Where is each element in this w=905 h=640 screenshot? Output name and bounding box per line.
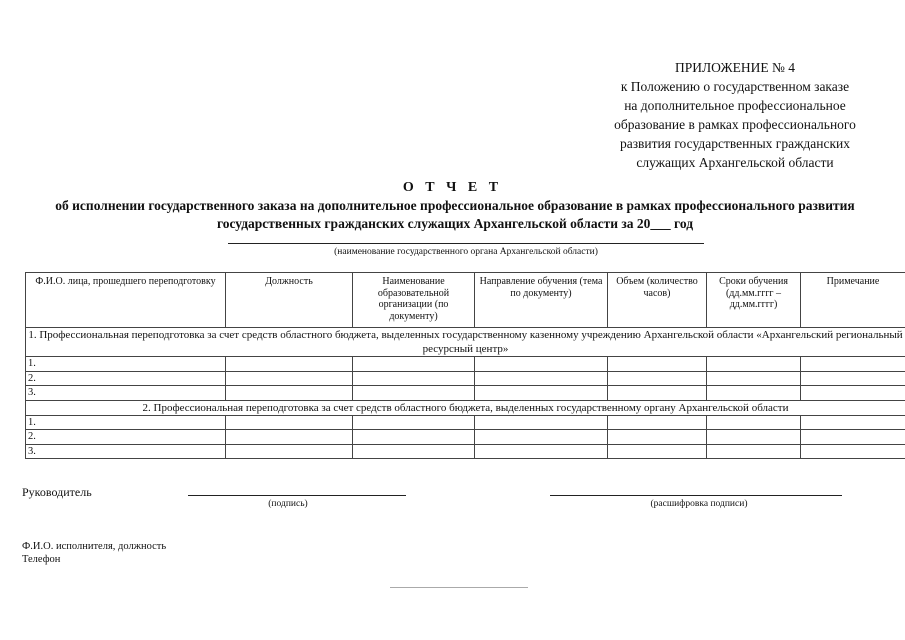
appendix-line: образование в рамках профессионального bbox=[614, 117, 856, 132]
table-cell[interactable] bbox=[475, 357, 608, 372]
table-row bbox=[26, 386, 905, 401]
table-cell[interactable] bbox=[707, 371, 801, 386]
header-cell: Должность bbox=[226, 273, 353, 328]
row-number[interactable]: 2. bbox=[26, 430, 226, 445]
signature-label: Руководитель bbox=[22, 485, 92, 499]
footer-divider bbox=[390, 587, 528, 588]
table-cell[interactable] bbox=[707, 444, 801, 459]
section-heading: 1. Профессиональная переподготовка за счет средств областного бюджета, выделенных государственному казенному учреждению Архангельской области «Архангельский региональный ресурсный центр» bbox=[26, 328, 905, 357]
table-cell[interactable] bbox=[608, 357, 707, 372]
table-cell[interactable] bbox=[801, 444, 905, 459]
table-cell[interactable] bbox=[707, 386, 801, 401]
table-cell[interactable] bbox=[226, 371, 353, 386]
table-cell[interactable] bbox=[226, 430, 353, 445]
appendix-title: ПРИЛОЖЕНИЕ № 4 bbox=[674, 60, 796, 75]
table-cell[interactable] bbox=[226, 444, 353, 459]
table-cell[interactable] bbox=[353, 430, 475, 445]
table-cell[interactable] bbox=[608, 386, 707, 401]
section-heading: 2. Профессиональная переподготовка за счет средств областного бюджета, выделенных государственному органу Архангельской области bbox=[26, 400, 905, 415]
table-cell[interactable] bbox=[475, 415, 608, 430]
table-cell[interactable] bbox=[353, 357, 475, 372]
org-name-field[interactable] bbox=[228, 243, 704, 244]
table-cell[interactable] bbox=[226, 357, 353, 372]
table-cell[interactable] bbox=[353, 415, 475, 430]
header-cell: Объем (количество часов) bbox=[608, 273, 707, 328]
table-cell[interactable] bbox=[608, 371, 707, 386]
table-row bbox=[26, 415, 905, 430]
header-cell: Сроки обучения (дд.мм.гггг – дд.мм.гггг) bbox=[707, 273, 801, 328]
table-cell[interactable] bbox=[707, 357, 801, 372]
section-row bbox=[26, 400, 905, 415]
row-number[interactable]: 2. bbox=[26, 371, 226, 386]
table-cell[interactable] bbox=[353, 386, 475, 401]
table-row bbox=[26, 444, 905, 459]
table-cell[interactable] bbox=[801, 386, 905, 401]
table-cell[interactable] bbox=[475, 386, 608, 401]
table-row bbox=[26, 357, 905, 372]
header-cell: Наименование образовательной организации (по документу) bbox=[353, 273, 475, 328]
table-cell[interactable] bbox=[226, 386, 353, 401]
section-row bbox=[26, 328, 905, 357]
row-number[interactable]: 3. bbox=[26, 386, 226, 401]
header-cell: Примечание bbox=[801, 273, 905, 328]
appendix-block bbox=[560, 58, 905, 172]
table-cell[interactable] bbox=[801, 415, 905, 430]
table-cell[interactable] bbox=[608, 444, 707, 459]
table-cell[interactable] bbox=[707, 415, 801, 430]
table-cell[interactable] bbox=[475, 444, 608, 459]
appendix-line: развития государственных гражданских bbox=[619, 136, 851, 151]
executor-name-label: Ф.И.О. исполнителя, должность bbox=[22, 541, 167, 552]
appendix-line: служащих Архангельской области bbox=[636, 155, 834, 170]
table-cell[interactable] bbox=[801, 430, 905, 445]
table-cell[interactable] bbox=[707, 430, 801, 445]
table-row bbox=[26, 371, 905, 386]
executor-phone-label: Телефон bbox=[22, 554, 61, 565]
table-header-row bbox=[26, 273, 905, 328]
header-cell: Ф.И.О. лица, прошедшего переподготовку bbox=[26, 273, 226, 328]
table-row bbox=[26, 430, 905, 445]
signature-caption: (подпись) bbox=[268, 499, 308, 509]
table-cell[interactable] bbox=[608, 415, 707, 430]
signature-decoding-field[interactable] bbox=[550, 495, 842, 496]
header-cell: Направление обучения (тема по документу) bbox=[475, 273, 608, 328]
signature-field[interactable] bbox=[188, 495, 406, 496]
row-number[interactable]: 1. bbox=[26, 357, 226, 372]
table-cell[interactable] bbox=[801, 371, 905, 386]
report-title: О Т Ч Е Т bbox=[402, 180, 503, 195]
appendix-line: к Положению о государственном заказе bbox=[620, 79, 850, 94]
table-cell[interactable] bbox=[475, 430, 608, 445]
table-cell[interactable] bbox=[801, 357, 905, 372]
executor-block bbox=[22, 540, 166, 566]
signature-decoding-caption: (расшифровка подписи) bbox=[650, 499, 748, 509]
table-cell[interactable] bbox=[226, 415, 353, 430]
row-number[interactable]: 1. bbox=[26, 415, 226, 430]
org-name-caption: (наименование государственного органа Архангельской области) bbox=[334, 247, 598, 257]
table-cell[interactable] bbox=[608, 430, 707, 445]
row-number[interactable]: 3. bbox=[26, 444, 226, 459]
table-cell[interactable] bbox=[475, 371, 608, 386]
table-cell[interactable] bbox=[353, 444, 475, 459]
report-table bbox=[25, 272, 905, 459]
table-cell[interactable] bbox=[353, 371, 475, 386]
appendix-line: на дополнительное профессиональное bbox=[624, 98, 846, 113]
report-subtitle: об исполнении государственного заказа на дополнительное профессиональное образование в рамках профессионального развития государственных гражданских служащих Архангельской области за 20___ год bbox=[55, 198, 855, 231]
